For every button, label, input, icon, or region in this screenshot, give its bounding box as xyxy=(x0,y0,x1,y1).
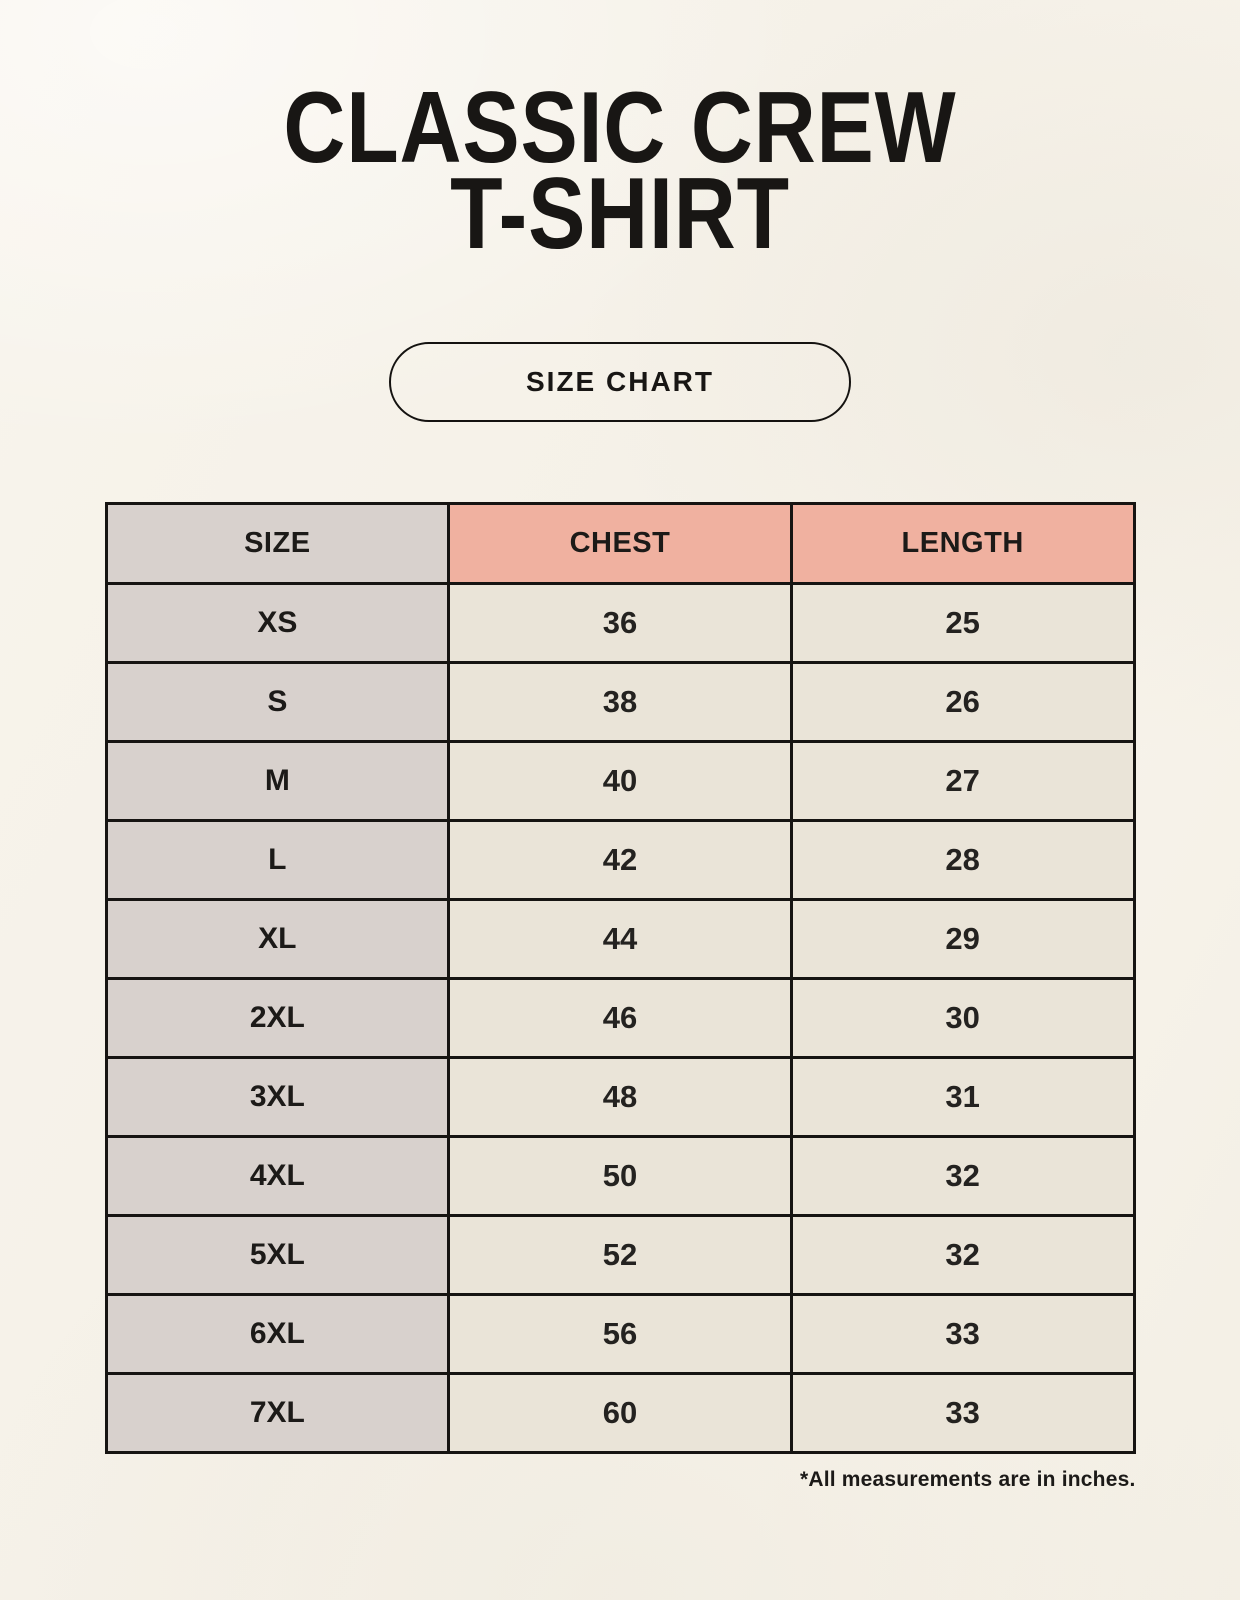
size-cell: 4XL xyxy=(106,1136,449,1215)
chest-cell: 38 xyxy=(449,662,792,741)
chest-cell: 44 xyxy=(449,899,792,978)
size-cell: 3XL xyxy=(106,1057,449,1136)
chest-cell: 56 xyxy=(449,1294,792,1373)
chest-cell: 40 xyxy=(449,741,792,820)
size-chart-badge[interactable] xyxy=(389,342,851,422)
length-cell: 30 xyxy=(791,978,1134,1057)
chest-cell: 36 xyxy=(449,583,792,662)
chest-cell: 50 xyxy=(449,1136,792,1215)
table-row xyxy=(106,741,1134,820)
length-cell: 33 xyxy=(791,1294,1134,1373)
size-cell: XL xyxy=(106,899,449,978)
table-row xyxy=(106,1215,1134,1294)
table-row xyxy=(106,1136,1134,1215)
length-cell: 29 xyxy=(791,899,1134,978)
title-line-1: CLASSIC CREW xyxy=(283,72,957,184)
table-row xyxy=(106,1373,1134,1452)
size-cell: S xyxy=(106,662,449,741)
table-row xyxy=(106,1057,1134,1136)
size-chart-badge-label: SIZE CHART xyxy=(526,365,714,397)
col-header-size: SIZE xyxy=(106,503,449,583)
title-line-2: T-SHIRT xyxy=(450,157,790,270)
size-table xyxy=(105,502,1136,1454)
chest-cell: 42 xyxy=(449,820,792,899)
size-cell: 2XL xyxy=(106,978,449,1057)
chest-cell: 46 xyxy=(449,978,792,1057)
length-cell: 32 xyxy=(791,1215,1134,1294)
size-cell: 6XL xyxy=(106,1294,449,1373)
size-cell: XS xyxy=(106,583,449,662)
length-cell: 27 xyxy=(791,741,1134,820)
size-cell: L xyxy=(106,820,449,899)
size-cell: 7XL xyxy=(106,1373,449,1452)
length-cell: 25 xyxy=(791,583,1134,662)
size-cell: M xyxy=(106,741,449,820)
table-row xyxy=(106,978,1134,1057)
table-row xyxy=(106,662,1134,741)
chest-cell: 48 xyxy=(449,1057,792,1136)
table-row xyxy=(106,820,1134,899)
table-row xyxy=(106,583,1134,662)
footnote: *All measurements are in inches. xyxy=(799,1467,1136,1491)
length-cell: 26 xyxy=(791,662,1134,741)
size-cell: 5XL xyxy=(106,1215,449,1294)
header-row xyxy=(106,503,1134,583)
length-cell: 32 xyxy=(791,1136,1134,1215)
chest-cell: 52 xyxy=(449,1215,792,1294)
length-cell: 33 xyxy=(791,1373,1134,1452)
table-row xyxy=(106,1294,1134,1373)
length-cell: 28 xyxy=(791,820,1134,899)
col-header-length: LENGTH xyxy=(791,503,1134,583)
length-cell: 31 xyxy=(791,1057,1134,1136)
col-header-chest: CHEST xyxy=(449,503,792,583)
table-row xyxy=(106,899,1134,978)
page-title xyxy=(0,0,1240,270)
chest-cell: 60 xyxy=(449,1373,792,1452)
